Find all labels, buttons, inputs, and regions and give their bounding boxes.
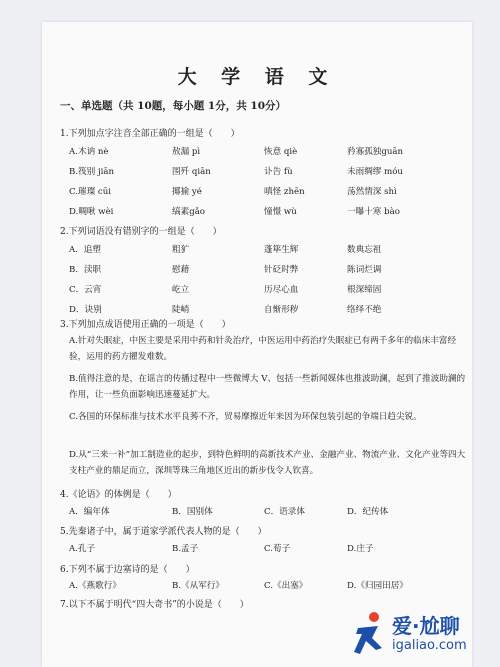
question-4-option-3: D．纪传体 — [347, 507, 389, 517]
question-1-option-2-0: C.璀璨 cūi — [69, 187, 112, 197]
question-1-option-0-1: 敖漏 pì — [172, 147, 201, 157]
section-heading: 一、单选题（共 10题，每小题 1分，共 10分） — [60, 100, 286, 112]
question-2-option-1-1: 慰藉 — [172, 265, 190, 275]
question-2-option-2-3: 根深缔固 — [347, 285, 382, 295]
question-2-option-1-2: 针砭时弊 — [264, 265, 299, 275]
question-2-option-0-2: 蓬筚生辉 — [264, 245, 299, 255]
question-5-stem: 5.先秦诸子中，属于道家学派代表人物的是（ ） — [60, 527, 267, 537]
question-4-stem: 4.《论语》的体例是（ ） — [60, 490, 177, 500]
page-title: 大 学 语 文 — [177, 66, 337, 88]
question-1-option-1-2: 讣告 fù — [264, 167, 293, 177]
question-1-option-1-3: 未雨绸缪 móu — [347, 167, 403, 177]
question-1-option-0-3: 矜寡孤独guān — [347, 147, 404, 157]
question-1-option-2-3: 荡然情深 shì — [347, 187, 397, 197]
question-1-option-2-2: 嗔怪 zhēn — [264, 187, 305, 197]
question-3-option-a: A.针对失眠症，中医主要是采用中药和针灸治疗，中医运用中药治疗失眠症已有两千多年的临床丰富经验，运用的药方擢发难数。 — [69, 336, 457, 362]
question-2-option-3-0: D．诀别 — [69, 305, 102, 315]
watermark-text-en: igaliao.com — [392, 638, 467, 653]
question-5-option-1: B.孟子 — [172, 544, 199, 554]
question-5-option-0: A.孔子 — [69, 544, 96, 554]
question-5-option-2: C.荀子 — [264, 544, 291, 554]
question-6-stem: 6.下列不属于边塞诗的是（ ） — [60, 565, 195, 575]
question-1-option-3-1: 缟素gǎo — [172, 207, 205, 217]
question-2-option-3-3: 络绎不绝 — [347, 305, 382, 315]
question-2-option-2-1: 屹立 — [172, 285, 190, 295]
question-1-option-1-1: 围歼 qiān — [172, 167, 211, 177]
question-2-option-3-2: 自惭形秽 — [264, 305, 299, 315]
question-2-option-1-3: 陈词烂调 — [347, 265, 382, 275]
question-2-stem: 2.下列词语没有错别字的一组是（ ） — [60, 227, 222, 237]
question-1-option-0-2: 恢意 qiè — [264, 147, 298, 157]
question-2-option-0-0: A．追塑 — [69, 245, 101, 255]
question-1-option-1-0: B.筏别 jiān — [69, 167, 115, 177]
question-4-option-1: B．国别体 — [172, 507, 213, 517]
question-6-option-3: D.《归园田居》 — [347, 581, 408, 591]
watermark-logo — [352, 610, 497, 665]
question-2-option-2-2: 历尽心血 — [264, 285, 299, 295]
question-2-option-2-0: C．云宵 — [69, 285, 102, 295]
question-1-option-3-0: D.啁啾 wèi — [69, 207, 114, 217]
question-2-option-1-0: B．渎职 — [69, 265, 102, 275]
question-1-option-2-1: 揶揄 yé — [172, 187, 202, 197]
question-3-stem: 3.下列加点成语使用正确的一项是（ ） — [60, 320, 231, 330]
question-3-option-d: D.从“三来一补”加工制造业的起步，到特色鲜明的高新技术产业、金融产业、物流产业、文化产业等四大支柱产业的鼎足而立，深圳等珠三角地区近出的新步伐令人钦喜。 — [69, 450, 466, 476]
question-4-option-2: C．语录体 — [264, 507, 305, 517]
question-1-stem: 1.下列加点字注音全部正确的一组是（ ） — [60, 129, 240, 139]
question-2-option-0-3: 数典忘祖 — [347, 245, 382, 255]
question-1-option-3-3: 一曝十寒 bào — [347, 207, 400, 217]
question-2-option-0-1: 粗犷 — [172, 245, 190, 255]
question-3-option-c: C.各国的环保标准与技术水平良莠不齐，贸易摩擦近年来因为环保包装引起的争端日趋尖锐。 — [69, 412, 422, 422]
question-1-option-0-0: A.木讷 nè — [69, 147, 109, 157]
question-3-option-b: B.值得注意的是，在谣言的传播过程中一些微博大 V、包括一些新闻媒体也推波助澜，起到了推波助澜的作用，让一些负面影响迅速蔓延扩大。 — [69, 374, 466, 400]
question-7-stem: 7.以下不属于明代“四大奇书”的小说是（ ） — [60, 600, 249, 610]
question-6-option-0: A.《燕歌行》 — [69, 581, 121, 591]
question-4-option-0: A．编年体 — [69, 507, 110, 517]
question-5-option-3: D.庄子 — [347, 544, 374, 554]
question-6-option-1: B.《从军行》 — [172, 581, 225, 591]
exam-page — [42, 22, 472, 667]
watermark-text-cn: 爱·尬聊 — [392, 614, 460, 638]
question-2-option-3-1: 陡峭 — [172, 305, 190, 315]
question-6-option-2: C.《出塞》 — [264, 581, 308, 591]
running-figure-icon — [352, 610, 390, 658]
question-1-option-3-2: 憧憬 wù — [264, 207, 297, 217]
